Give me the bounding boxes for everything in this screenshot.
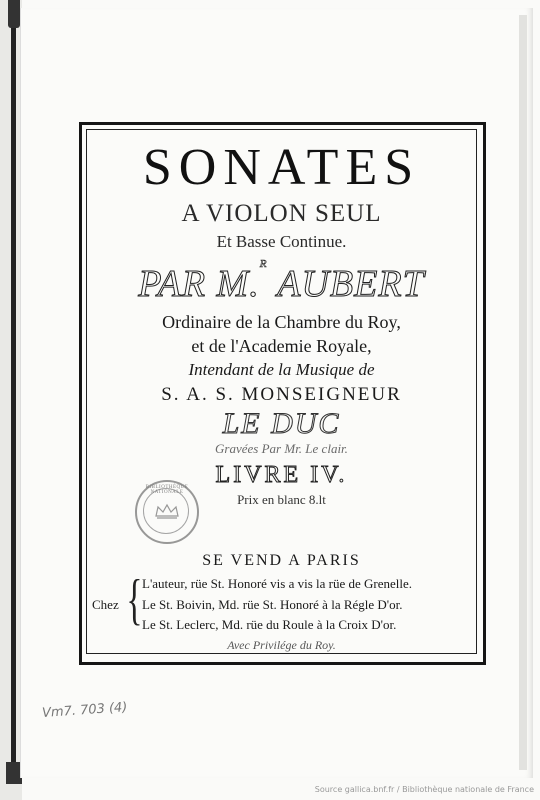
source-caption: Source gallica.bnf.fr / Bibliothèque nationale de France	[314, 785, 534, 794]
address-3: Le St. Leclerc, Md. rüe du Roule à la Croix D'or.	[142, 617, 397, 632]
spine-tab-top	[8, 0, 20, 28]
crown-icon	[154, 502, 180, 520]
author-name: AUBERT	[277, 263, 425, 305]
address-1: L'auteur, rüe St. Honoré vis a vis la rüe de Grenelle.	[142, 576, 413, 591]
stamp-text: BIBLIOTHÈQUE NATIONALE	[145, 485, 189, 495]
library-stamp	[135, 480, 199, 544]
author-prefix: PAR M.	[138, 263, 260, 305]
brace-icon: {	[126, 569, 143, 631]
title: SONATES	[142, 139, 421, 196]
author-superscript: R	[259, 258, 268, 270]
engraver-credit: Gravées Par Mr. Le clair.	[215, 441, 348, 456]
subtitle-violin: A VIOLON SEUL	[181, 200, 382, 227]
page-edge-shadow	[519, 15, 527, 770]
author-title-1: Ordinaire de la Chambre du Roy,	[162, 312, 401, 332]
chez-label: Chez	[92, 597, 119, 612]
author-title-2: et de l'Academie Royale,	[191, 336, 372, 356]
shelfmark: Vm7. 703 (4)	[41, 700, 128, 721]
dedicatee-line: S. A. S. MONSEIGNEUR	[161, 384, 402, 405]
author-title-3: Intendant de la Musique de	[188, 360, 375, 379]
dedicatee-title: LE DUC	[222, 407, 341, 440]
author-line	[86, 258, 477, 306]
subtitle-basse: Et Basse Continue.	[216, 232, 347, 251]
sale-heading: SE VEND A PARIS	[202, 552, 361, 569]
address-2: Le St. Boivin, Md. rüe St. Honoré à la Régle D'or.	[142, 597, 403, 612]
privilege-line: Avec Privilége du Roy.	[227, 638, 336, 652]
book-number: LIVRE IV.	[215, 462, 348, 488]
book-spine	[0, 0, 22, 800]
spine-edge	[11, 0, 16, 770]
price: Prix en blanc 8.lt	[237, 492, 326, 507]
